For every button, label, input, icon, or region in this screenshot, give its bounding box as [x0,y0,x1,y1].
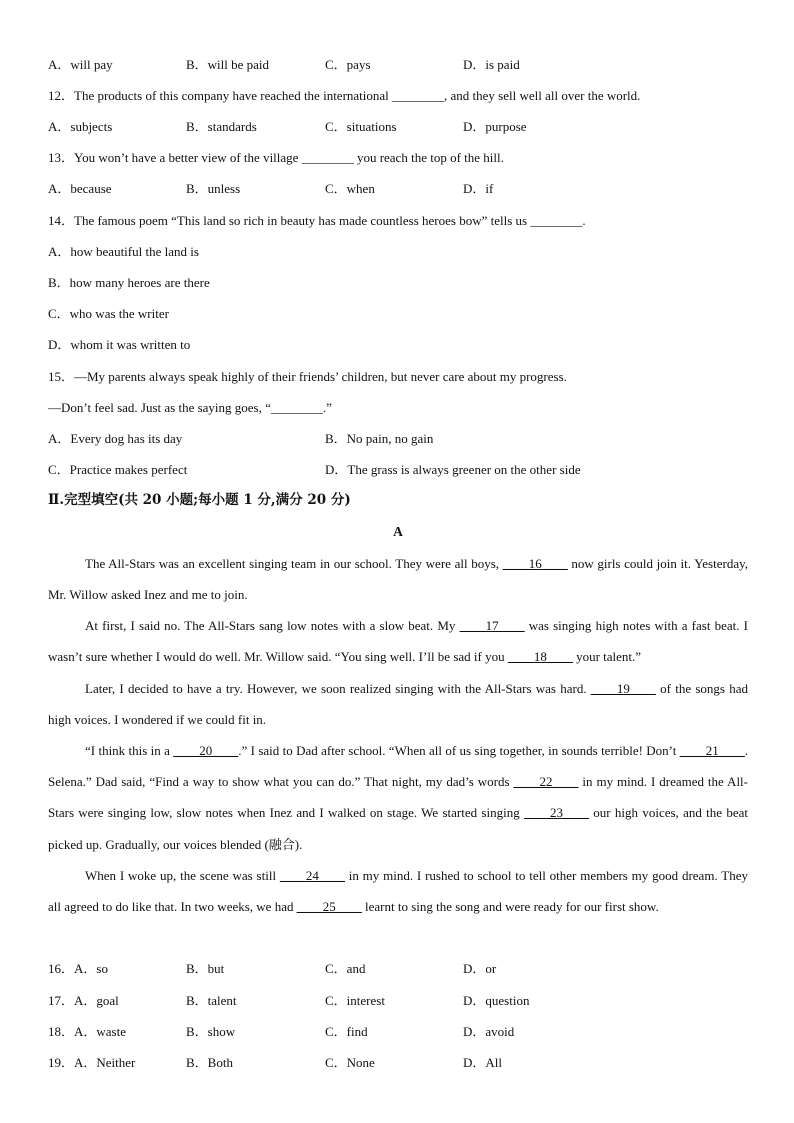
q14-option-b: B．how many heroes are there [48,275,210,290]
paragraph-1 [48,548,748,610]
option-b: B．will be paid [186,57,270,72]
q14-option-c: C．who was the writer [48,306,169,321]
paragraph-text: When I woke up, the scene was still [85,868,280,883]
q18-options [48,1024,748,1040]
q13-options [48,181,748,197]
option-c: C．when [325,181,375,196]
option-b: B．show [186,1024,236,1039]
blank-23: ____23____ [524,805,589,821]
paragraph-text: was singing high notes with a fast beat. I wasn’t sure whether I would do well. Mr. Willow said. “You sing well. I’ll be sad if you [48,618,749,665]
option-c: C．find [325,1024,368,1039]
q19-options [48,1055,748,1071]
paragraph-text: in my mind. I dreamed the All-Stars were singing low, slow notes when Inez and I walked on stage. We started singing [48,774,748,821]
option-a: A．Every dog has its day [48,431,183,446]
option-b: B．but [186,961,225,976]
blank-19: ____19____ [590,681,656,696]
q15-options-row1 [48,431,748,447]
option-d: D．The grass is always greener on the other side [325,462,581,477]
paragraph-2 [48,610,748,672]
blank-25: ____25____ [296,899,362,915]
paragraph-text: “I think this in a [85,743,174,758]
paragraph-text: in my mind. I rushed to school to tell other members my good dream. They all agreed to do like that. In two weeks, we had [48,868,748,915]
option-b: B．No pain, no gain [325,431,434,446]
blank-24: ____24____ [279,868,345,883]
blank-20: ____20____ [173,743,239,758]
passage-title: A [393,524,403,539]
q11-options [48,57,748,73]
paragraph-text: .” I said to Dad after school. “When all of us sing together, in sounds terrible! Don’t [238,743,680,758]
q15-line2: —Don’t feel sad. Just as the saying goes, “________.” [48,400,332,415]
blank-17: ____17____ [459,618,525,633]
q17-options [48,993,748,1009]
paragraph-text: learnt to sing the song and were ready for our first show. [361,899,659,915]
paragraph-4 [48,735,748,860]
option-b: B．Both [186,1055,233,1070]
option-d: D．question [463,993,530,1008]
blank-22: ____22____ [513,774,579,790]
option-d: D．is paid [463,57,520,72]
q14-option-a: A．how beautiful the land is [48,244,199,259]
paragraph-text: At first, I said no. The All-Stars sang low notes with a slow beat. My [85,618,460,633]
blank-18: ____18____ [507,649,573,665]
option-c: C．situations [325,119,397,134]
option-d: D．or [463,961,497,976]
option-b: B．standards [186,119,257,134]
paragraph-5 [48,860,748,922]
option-a: A．subjects [48,119,113,134]
paragraph-text: . Selena.” Dad said, “Find a way to show what you can do.” That night, my dad’s words [48,743,748,790]
paragraph-3 [48,673,748,735]
option-a: 17．A．goal [48,993,119,1008]
paragraph-text: our high voices, and the beat picked up. Gradually, our voices blended (融合). [48,805,748,852]
section-heading: Ⅱ.完型填空(共 20 小题;每小题 1 分,满分 20 分) [48,492,351,508]
paragraph-text: Later, I decided to have a try. However, we soon realized singing with the All-Stars was hard. [85,681,591,696]
option-c: C．interest [325,993,385,1008]
q14-stem: 14．The famous poem “This land so rich in beauty has made countless heroes bow” tells us ________. [48,213,586,228]
option-a: 19．A．Neither [48,1055,136,1070]
option-d: D．purpose [463,119,527,134]
q13-stem: 13．You won’t have a better view of the village ________ you reach the top of the hill. [48,150,504,165]
q12-options [48,119,748,135]
q15-options-row2 [48,462,748,478]
blank-16: ____16____ [502,556,568,571]
option-c: C．and [325,961,366,976]
paragraph-text: of the songs had high voices. I wondered if we could fit in. [48,681,748,728]
option-c: C．pays [325,57,371,72]
option-c: C．None [325,1055,375,1070]
option-b: B．unless [186,181,241,196]
option-d: D．if [463,181,494,196]
q12-stem: 12．The products of this company have reached the international ________, and they sell well all over the world. [48,88,641,103]
paragraph-text: now girls could join it. Yesterday, Mr. Willow asked Inez and me to join. [48,556,748,603]
q15-line1: 15．—My parents always speak highly of their friends’ children, but never care about my progress. [48,369,567,384]
option-b: B．talent [186,993,237,1008]
blank-21: ____21____ [679,743,745,758]
option-a: A．because [48,181,112,196]
option-d: D．All [463,1055,503,1070]
paragraph-text: your talent.” [572,649,642,665]
option-c: C．Practice makes perfect [48,462,188,477]
option-a: 16．A．so [48,961,108,976]
paragraph-text: The All-Stars was an excellent singing team in our school. They were all boys, [85,556,503,571]
option-d: D．avoid [463,1024,515,1039]
q14-option-d: D．whom it was written to [48,337,191,352]
option-a: A．will pay [48,57,113,72]
q16-options [48,961,748,977]
option-a: 18．A．waste [48,1024,126,1039]
